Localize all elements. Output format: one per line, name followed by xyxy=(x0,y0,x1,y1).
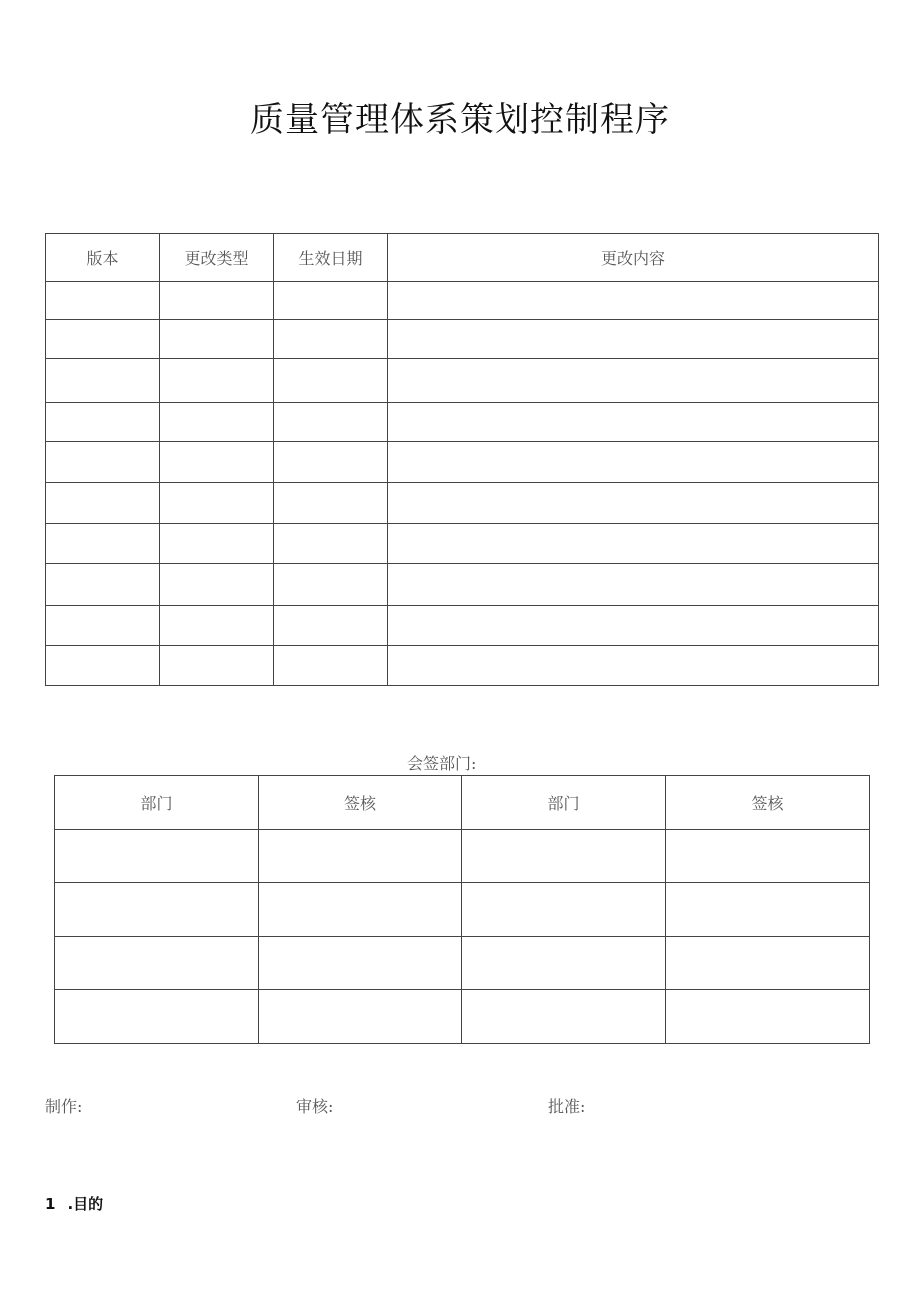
approved-by-label: 批准: xyxy=(548,1097,586,1116)
countersign-cell-department[interactable] xyxy=(55,990,259,1044)
revision-cell-version[interactable] xyxy=(46,359,160,403)
revision-cell-change-content[interactable] xyxy=(388,442,879,483)
revision-cell-version[interactable] xyxy=(46,524,160,564)
section-heading-purpose xyxy=(45,1193,103,1215)
countersign-cell-signoff[interactable] xyxy=(666,990,870,1044)
table-row xyxy=(46,606,879,646)
table-row xyxy=(46,442,879,483)
countersign-cell-signoff[interactable] xyxy=(259,990,462,1044)
revision-table xyxy=(45,233,879,686)
countersign-table xyxy=(54,775,870,1044)
countersign-header-department: 部门 xyxy=(55,776,259,830)
revision-cell-effective-date[interactable] xyxy=(274,320,388,359)
revision-cell-change-type[interactable] xyxy=(160,320,274,359)
table-row xyxy=(46,564,879,606)
table-row xyxy=(46,282,879,320)
revision-cell-version[interactable] xyxy=(46,483,160,524)
revision-cell-change-type[interactable] xyxy=(160,564,274,606)
document-title: 质量管理体系策划控制程序 xyxy=(250,100,670,140)
table-row xyxy=(46,483,879,524)
countersign-cell-department[interactable] xyxy=(462,990,666,1044)
countersign-cell-signoff[interactable] xyxy=(666,883,870,937)
revision-cell-effective-date[interactable] xyxy=(274,403,388,442)
revision-cell-change-type[interactable] xyxy=(160,646,274,686)
countersign-cell-signoff[interactable] xyxy=(666,830,870,883)
revision-cell-change-type[interactable] xyxy=(160,403,274,442)
countersign-header-signoff: 签核 xyxy=(666,776,870,830)
table-row xyxy=(46,403,879,442)
revision-cell-change-content[interactable] xyxy=(388,564,879,606)
revision-cell-change-content[interactable] xyxy=(388,403,879,442)
revision-cell-change-type[interactable] xyxy=(160,442,274,483)
revision-header-change-content: 更改内容 xyxy=(388,234,879,282)
countersign-cell-department[interactable] xyxy=(462,830,666,883)
revision-header-row xyxy=(46,234,879,282)
countersign-cell-signoff[interactable] xyxy=(259,937,462,990)
countersign-cell-department[interactable] xyxy=(55,937,259,990)
countersign-cell-department[interactable] xyxy=(462,883,666,937)
revision-cell-change-type[interactable] xyxy=(160,359,274,403)
countersign-cell-signoff[interactable] xyxy=(666,937,870,990)
revision-cell-effective-date[interactable] xyxy=(274,646,388,686)
revision-cell-effective-date[interactable] xyxy=(274,442,388,483)
prepared-by-label: 制作: xyxy=(45,1097,83,1116)
revision-cell-change-content[interactable] xyxy=(388,524,879,564)
revision-header-change-type: 更改类型 xyxy=(160,234,274,282)
revision-cell-change-content[interactable] xyxy=(388,320,879,359)
section-number: 1 xyxy=(45,1195,56,1213)
section-title: .目的 xyxy=(67,1195,104,1213)
countersign-caption: 会签部门: xyxy=(407,754,477,773)
countersign-cell-department[interactable] xyxy=(462,937,666,990)
table-row xyxy=(46,359,879,403)
revision-header-version: 版本 xyxy=(46,234,160,282)
reviewed-by-label: 审核: xyxy=(296,1097,334,1116)
table-row xyxy=(55,883,870,937)
table-row xyxy=(46,646,879,686)
revision-cell-change-content[interactable] xyxy=(388,646,879,686)
countersign-cell-department[interactable] xyxy=(55,830,259,883)
revision-cell-effective-date[interactable] xyxy=(274,359,388,403)
revision-cell-version[interactable] xyxy=(46,606,160,646)
table-row xyxy=(55,937,870,990)
revision-cell-effective-date[interactable] xyxy=(274,524,388,564)
revision-cell-effective-date[interactable] xyxy=(274,282,388,320)
countersign-header-department: 部门 xyxy=(462,776,666,830)
revision-header-effective-date: 生效日期 xyxy=(274,234,388,282)
revision-cell-effective-date[interactable] xyxy=(274,606,388,646)
countersign-cell-department[interactable] xyxy=(55,883,259,937)
revision-cell-effective-date[interactable] xyxy=(274,483,388,524)
table-row xyxy=(55,830,870,883)
revision-cell-version[interactable] xyxy=(46,403,160,442)
table-row xyxy=(46,524,879,564)
revision-cell-effective-date[interactable] xyxy=(274,564,388,606)
countersign-cell-signoff[interactable] xyxy=(259,830,462,883)
countersign-cell-signoff[interactable] xyxy=(259,883,462,937)
revision-cell-change-content[interactable] xyxy=(388,282,879,320)
table-row xyxy=(55,990,870,1044)
revision-cell-version[interactable] xyxy=(46,646,160,686)
revision-cell-version[interactable] xyxy=(46,320,160,359)
revision-cell-change-content[interactable] xyxy=(388,359,879,403)
countersign-header-row xyxy=(55,776,870,830)
revision-cell-version[interactable] xyxy=(46,564,160,606)
revision-cell-change-type[interactable] xyxy=(160,524,274,564)
revision-cell-version[interactable] xyxy=(46,442,160,483)
revision-cell-change-type[interactable] xyxy=(160,483,274,524)
revision-cell-change-type[interactable] xyxy=(160,606,274,646)
table-row xyxy=(46,320,879,359)
revision-cell-change-type[interactable] xyxy=(160,282,274,320)
revision-cell-version[interactable] xyxy=(46,282,160,320)
countersign-header-signoff: 签核 xyxy=(259,776,462,830)
revision-cell-change-content[interactable] xyxy=(388,606,879,646)
revision-cell-change-content[interactable] xyxy=(388,483,879,524)
